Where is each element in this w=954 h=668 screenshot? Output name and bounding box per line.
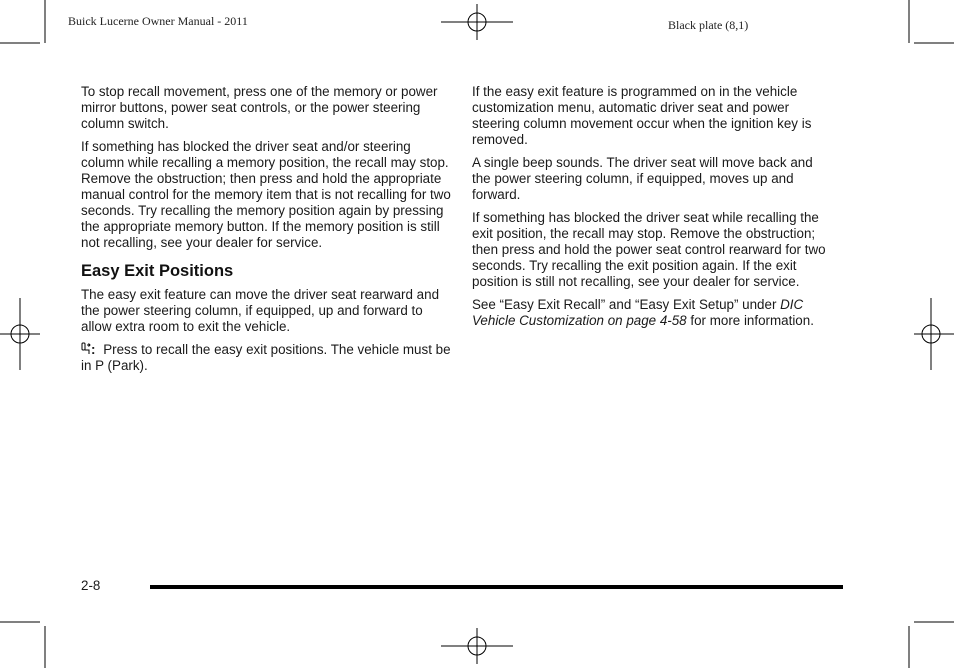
- registration-target-bottom: [441, 628, 513, 664]
- section-heading-easy-exit: Easy Exit Positions: [81, 262, 234, 280]
- dic-customization-link[interactable]: DIC Vehicle Customization on page 4-58: [472, 297, 804, 328]
- registration-target-right: [914, 298, 954, 370]
- registration-target-left: [0, 298, 40, 370]
- easy-exit-button-text: Press to recall the easy exit positions. The vehicle must be in P (Park).: [81, 342, 451, 373]
- see-also-prefix: See “Easy Exit Recall” and “Easy Exit Setup” under: [472, 297, 777, 312]
- paragraph-blocked-recall: If something has blocked the driver seat and/or steering column while recalling a memory position, the recall may stop. Remove the obstruction; then press and hold the appropriate manual control for the memory item that is not recalling for two seconds. Try recalling the memory position again by pressing the appropriate memory button. If the memory position is still not recalling, see your dealer for service.: [81, 139, 451, 250]
- see-also-suffix: for more information.: [690, 313, 814, 328]
- footer-rule: [150, 585, 843, 589]
- header-plate-label: Black plate (8,1): [668, 18, 749, 32]
- right-column: [472, 84, 834, 336]
- paragraph-easy-exit-intro: The easy exit feature can move the driver seat rearward and the power steering column, if equipped, up and forward to allow extra room to exit the vehicle.: [81, 287, 440, 334]
- icon-colon: :: [91, 342, 96, 357]
- paragraph-easy-exit-button: [81, 342, 451, 374]
- paragraph-stop-recall: To stop recall movement, press one of the memory or power mirror buttons, power seat controls, or the power steering column switch.: [81, 84, 438, 131]
- header-manual-title: Buick Lucerne Owner Manual - 2011: [68, 14, 248, 28]
- paragraph-single-beep: A single beep sounds. The driver seat will move back and the power steering column, if equipped, moves up and forward.: [472, 155, 813, 202]
- paragraph-programmed-on: If the easy exit feature is programmed on in the vehicle customization menu, automatic driver seat and power steering column movement occur when the ignition key is removed.: [472, 84, 812, 147]
- easy-exit-seat-icon: [81, 342, 91, 356]
- left-column: [81, 84, 451, 381]
- page-number: 2-8: [81, 578, 101, 593]
- registration-target-top: [441, 4, 513, 40]
- paragraph-see-also: [472, 297, 834, 329]
- paragraph-blocked-exit: If something has blocked the driver seat while recalling the exit position, the recall may stop. Remove the obstruction; then press and hold the power seat control rearward for two seconds. Try recalling the exit position again. If the exit position is still not recalling, see your dealer for service.: [472, 210, 826, 289]
